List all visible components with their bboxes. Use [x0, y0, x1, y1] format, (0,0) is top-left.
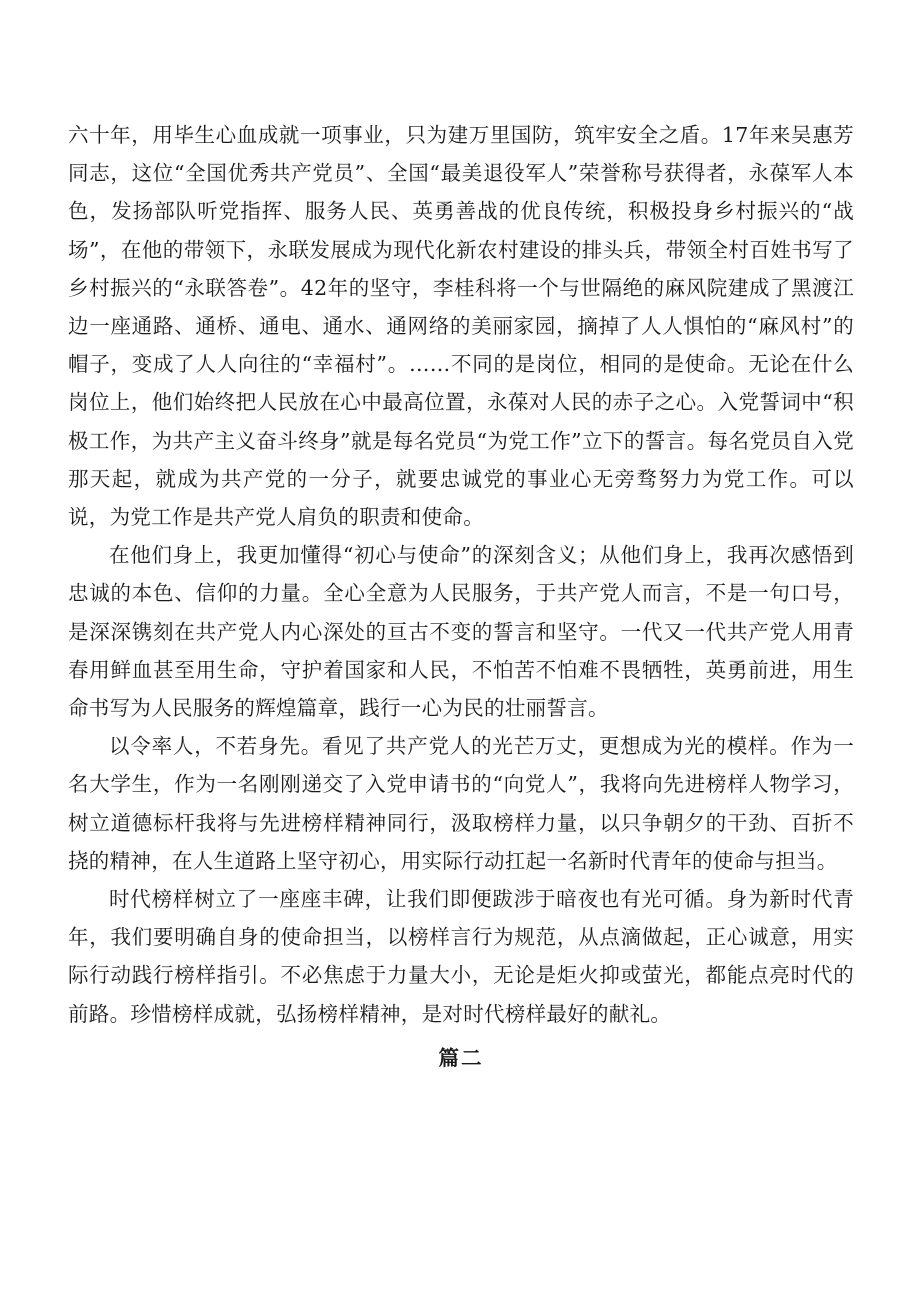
section-heading: 篇二 — [438, 1045, 484, 1070]
paragraph-3: 以令率人，不若身先。看见了共产党人的光芒万丈，更想成为光的模样。作为一名大学生，作为一名刚刚递交了入党申请书的“向党人”，我将向先进榜样人物学习，树立道德标杆我将与先进榜样精神同行，汲取榜样力量，以只争朝夕的干劲、百折不挠的精神，在人生道路上坚守初心，用实际行动扛起一名新时代青年的使命与担当。 — [68, 734, 854, 873]
paragraph-4: 时代榜样树立了一座座丰碑，让我们即便跋涉于暗夜也有光可循。身为新时代青年，我们要明确自身的使命担当，以榜样言行为规范，从点滴做起，正心诚意，用实际行动践行榜样指引。不必焦虑于力量大小，无论是炬火抑或萤光，都能点亮时代的前路。珍惜榜样成就，弘扬榜样精神，是对时代榜样最好的献礼。 — [68, 887, 854, 1026]
paragraph-2: 在他们身上，我更加懂得“初心与使命”的深刻含义；从他们身上，我再次感悟到忠诚的本色、信仰的力量。全心全意为人民服务，于共产党人而言，不是一句口号，是深深镌刻在共产党人内心深处的亘古不变的誓言和坚守。一代又一代共产党人用青春用鲜血甚至用生命，守护着国家和人民，不怕苦不怕难不畏牺牲，英勇前进，用生命书写为人民服务的辉煌篇章，践行一心为民的壮丽誓言。 — [68, 543, 854, 721]
paragraph-1: 六十年，用毕生心血成就一项事业，只为建万里国防，筑牢安全之盾。17年来吴惠芳同志，这位“全国优秀共产党员”、全国“最美退役军人”荣誉称号获得者，永葆军人本色，发扬部队听党指挥、服务人民、英勇善战的优良传统，积极投身乡村振兴的“战场”，在他的带领下，永联发展成为现代化新农村建设的排头兵，带领全村百姓书写了乡村振兴的“永联答卷”。42年的坚守，李桂科将一个与世隔绝的麻风院建成了黑渡江边一座通路、通桥、通电、通水、通网络的美丽家园，摘掉了人人惧怕的“麻风村”的帽子，变成了人人向往的“幸福村”。……不同的是岗位，相同的是使命。无论在什么岗位上，他们始终把人民放在心中最高位置，永葆对人民的赤子之心。入党誓词中“积极工作，为共产主义奋斗终身”就是每名党员“为党工作”立下的誓言。每名党员自入党那天起，就成为共产党的一分子，就要忠诚党的事业心无旁骛努力为党工作。可以说，为党工作是共产党人肩负的职责和使命。 — [68, 123, 854, 530]
document-body — [68, 116, 854, 1077]
